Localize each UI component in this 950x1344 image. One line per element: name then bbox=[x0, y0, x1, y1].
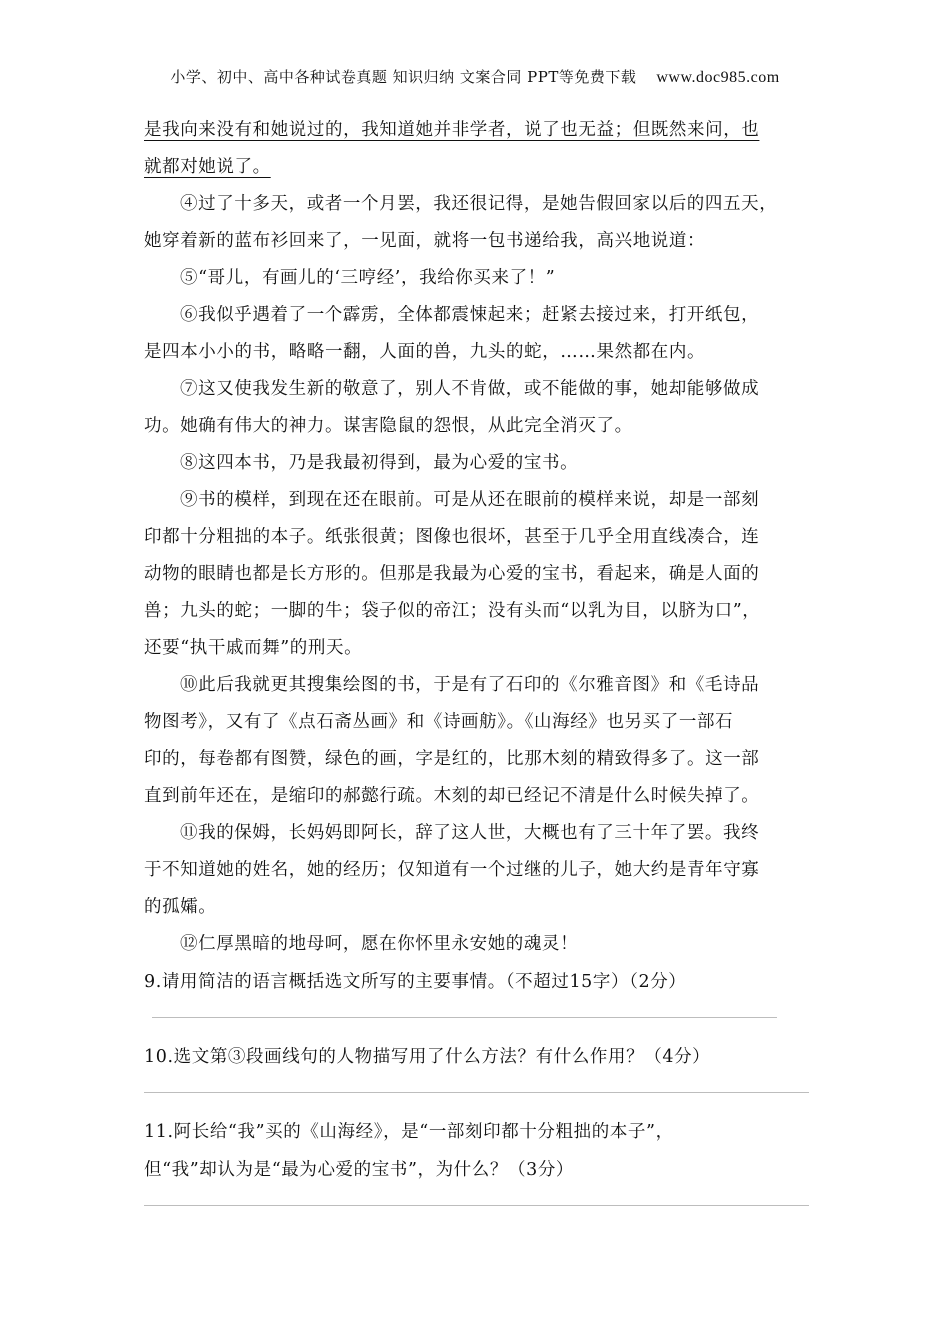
paragraph-11-line: 的孤孀。 bbox=[144, 897, 217, 917]
paragraph-11-line: 于不知道她的姓名，她的经历；仅知道有一个过继的儿子，她大约是青年守寡 bbox=[144, 860, 760, 880]
paragraph-6-line: ⑥我似乎遇着了一个霹雳，全体都震悚起来；赶紧去接过来，打开纸包， bbox=[180, 305, 760, 325]
header-url[interactable]: www.doc985.com bbox=[656, 69, 780, 86]
question-11-line: 但“我”却认为是“最为心爱的宝书”，为什么？（3分） bbox=[144, 1160, 575, 1180]
paragraph-9-line: 还要“执干戚而舞”的刑天。 bbox=[144, 638, 363, 658]
paragraph-10-line: 印的，每卷都有图赞，绿色的画，字是红的，比那木刻的精致得多了。这一部 bbox=[144, 749, 760, 769]
paragraph-9-line: 印都十分粗拙的本子。纸张很黄；图像也很坏，甚至于几乎全用直线凑合，连 bbox=[144, 527, 760, 547]
question-10: 10.选文第③段画线句的人物描写用了什么方法？有什么作用？（4分） bbox=[144, 1047, 711, 1067]
passage bbox=[144, 112, 809, 1226]
paragraph-9-line: ⑨书的模样，到现在还在眼前。可是从还在眼前的模样来说，却是一部刻 bbox=[180, 490, 760, 510]
paragraph-8: ⑧这四本书，乃是我最初得到，最为心爱的宝书。 bbox=[180, 453, 579, 473]
paragraph-10-line: 物图考》，又有了《点石斋丛画》和《诗画舫》。《山海经》也另买了一部石 bbox=[144, 712, 734, 732]
paragraph-7-line: 功。她确有伟大的神力。谋害隐鼠的怨恨，从此完全消灭了。 bbox=[144, 416, 633, 436]
question-9: 9.请用简洁的语言概括选文所写的主要事情。（不超过15字）（2分） bbox=[144, 972, 687, 992]
underlined-sentence-end bbox=[144, 149, 809, 186]
underlined-text: 就都对她说了。 bbox=[144, 157, 271, 177]
paragraph-4-line: ④过了十多天，或者一个月罢，我还很记得，是她告假回家以后的四五天， bbox=[180, 194, 778, 214]
paragraph-5: ⑤“哥儿，有画儿的‘三哼经’，我给你买来了！” bbox=[180, 268, 556, 288]
header-text: 小学、初中、高中各种试卷真题 知识归纳 文案合同 PPT等免费下载 bbox=[170, 68, 637, 86]
paragraph-4-line: 她穿着新的蓝布衫回来了，一见面，就将一包书递给我，高兴地说道： bbox=[144, 231, 706, 251]
paragraph-7-line: ⑦这又使我发生新的敬意了，别人不肯做，或不能做的事，她却能够做成 bbox=[180, 379, 760, 399]
paragraph-12: ⑫仁厚黑暗的地母呵，愿在你怀里永安她的魂灵！ bbox=[180, 934, 579, 954]
underlined-sentence-line: 是我向来没有和她说过的，我知道她并非学者，说了也无益；但既然来问，也 bbox=[144, 120, 760, 140]
paragraph-9-line: 兽；九头的蛇；一脚的牛；袋子似的帝江；没有头而“以乳为目，以脐为口”， bbox=[144, 601, 761, 621]
answer-line-9[interactable] bbox=[152, 1017, 777, 1018]
paragraph-10-line: ⑩此后我就更其搜集绘图的书，于是有了石印的《尔雅音图》和《毛诗品 bbox=[180, 675, 760, 695]
paragraph-9-line: 动物的眼睛也都是长方形的。但那是我最为心爱的宝书，看起来，确是人面的 bbox=[144, 564, 760, 584]
answer-line-11[interactable] bbox=[144, 1205, 809, 1206]
question-11-line: 11.阿长给“我”买的《山海经》，是“一部刻印都十分粗拙的本子”， bbox=[144, 1122, 674, 1142]
answer-line-10[interactable] bbox=[144, 1092, 809, 1093]
paragraph-11-line: ⑪我的保姆，长妈妈即阿长，辞了这人世，大概也有了三十年了罢。我终 bbox=[180, 823, 760, 843]
paragraph-10-line: 直到前年还在，是缩印的郝懿行疏。木刻的却已经记不清是什么时候失掉了。 bbox=[144, 786, 760, 806]
page-header bbox=[0, 66, 950, 87]
paragraph-6-line: 是四本小小的书，略略一翻，人面的兽，九头的蛇，……果然都在内。 bbox=[144, 342, 706, 362]
